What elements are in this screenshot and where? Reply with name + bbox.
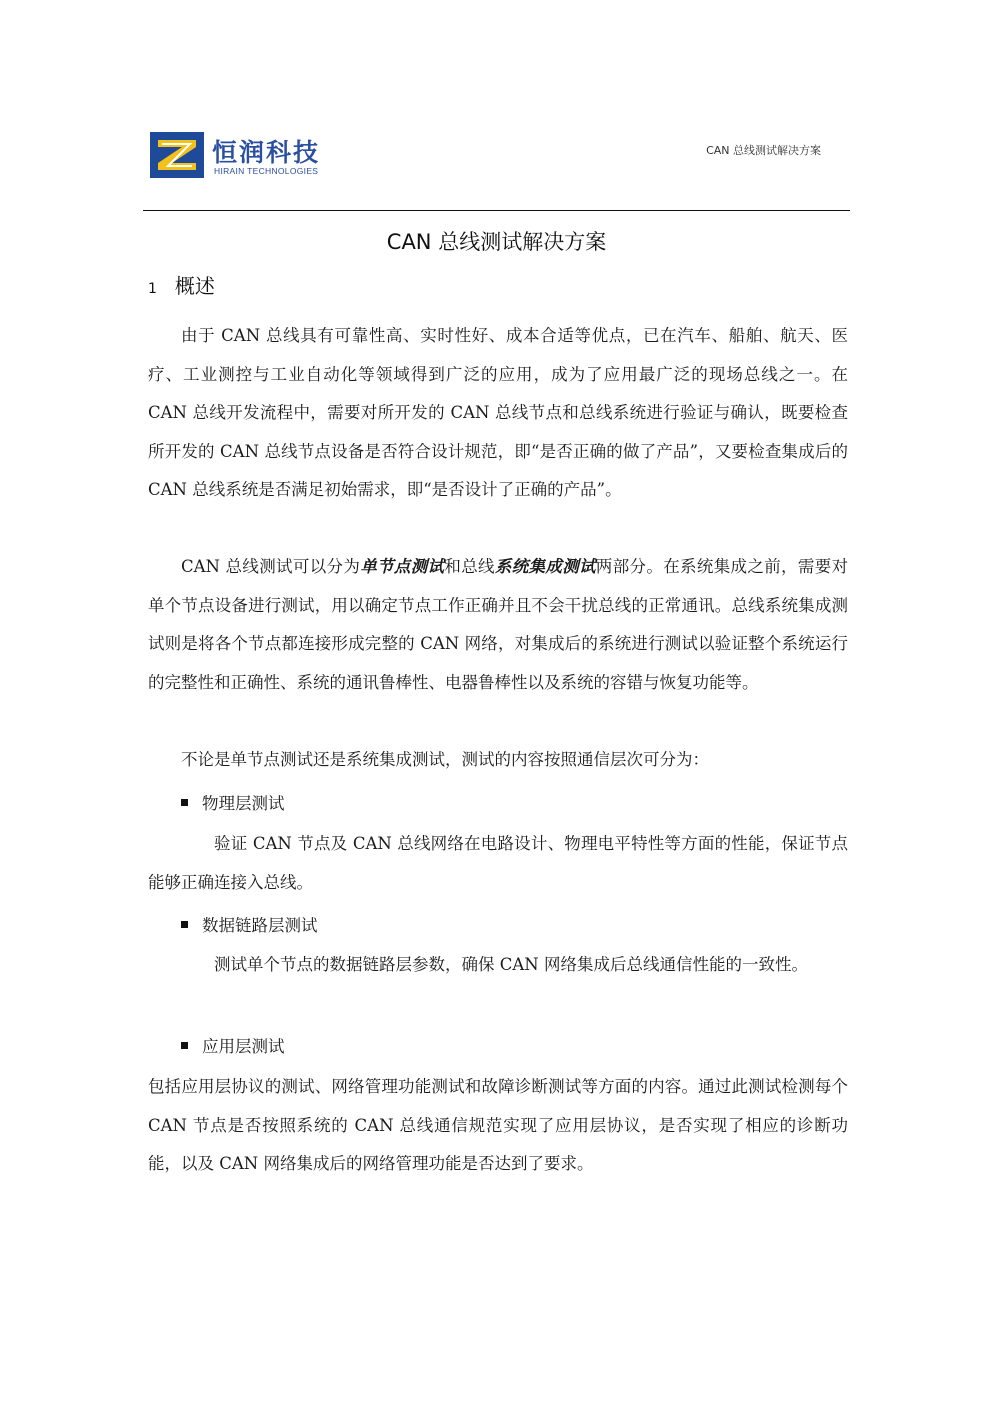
section-heading [148, 270, 215, 299]
bullet-label: 物理层测试 [202, 794, 285, 813]
header-divider [143, 210, 850, 211]
bullet-application-layer [181, 1033, 285, 1057]
logo-text-cn: 恒润科技 [212, 138, 321, 167]
text-run: CAN 总线测试可以分为 [181, 557, 361, 576]
paragraph-application-layer: 包括应用层协议的测试、网络管理功能测试和故障诊断测试等方面的内容。通过此测试检测每个 CAN 节点是否按照系统的 CAN 总线通信规范实现了应用层协议，是否实现了相应的诊断功能，以及 CAN 网络集成后的网络管理功能是否达到了要求。 [148, 1077, 848, 1173]
paragraph-physical-layer: 验证 CAN 节点及 CAN 总线网络在电路设计、物理电平特性等方面的性能，保证节点能够正确连接入总线。 [148, 834, 848, 892]
bullet-physical-layer [181, 790, 285, 814]
hirain-logo-icon [150, 132, 204, 178]
bullet-label: 数据链路层测试 [202, 916, 318, 935]
paragraph-data-link-layer: 测试单个节点的数据链路层参数，确保 CAN 网络集成后总线通信性能的一致性。 [214, 955, 808, 974]
company-logo [150, 132, 350, 182]
emphasis-single-node: 单节点测试 [360, 557, 445, 576]
bullet-square-icon [181, 1042, 188, 1049]
logo-text-en: HIRAIN TECHNOLOGIES [214, 166, 319, 176]
paragraph-intro: 由于 CAN 总线具有可靠性高、实时性好、成本合适等优点，已在汽车、船舶、航天、医疗、工业测控与工业自动化等领域得到广泛的应用，成为了应用最广泛的现场总线之一。在 CAN 总线开发流程中，需要对所开发的 CAN 总线节点和总线系统进行验证与确认，既要检查所开发的 CAN 总线节点设备是否符合设计规范，即“是否正确的做了产品”，又要检查集成后的 CAN 总线系统是否满足初始需求，即“是否设计了正确的产品”。 [148, 326, 848, 499]
paragraph-layers-intro: 不论是单节点测试还是系统集成测试，测试的内容按照通信层次可分为： [181, 750, 709, 769]
bullet-square-icon [181, 921, 188, 928]
text-run: 和总线 [444, 557, 495, 576]
bullet-label: 应用层测试 [202, 1037, 285, 1056]
section-number: 1 [148, 281, 157, 297]
emphasis-system-integration: 系统集成测试 [494, 557, 596, 576]
document-title: CAN 总线测试解决方案 [386, 230, 607, 254]
running-header: CAN 总线测试解决方案 [706, 144, 821, 157]
section-title: 概述 [174, 274, 215, 298]
paragraph-test-types [148, 548, 848, 702]
text-run: 两部分。在系统集成之前，需要对单个节点设备进行测试，用以确定节点工作正确并且不会干扰总线的正常通讯。总线系统集成测试则是将各个节点都连接形成完整的 CAN 网络，对集成后的系统进行测试以验证整个系统运行的完整性和正确性、系统的通讯鲁棒性、电器鲁棒性以及系统的容错与恢复功能等。 [148, 557, 849, 692]
bullet-data-link-layer [181, 912, 318, 936]
bullet-square-icon [181, 799, 188, 806]
